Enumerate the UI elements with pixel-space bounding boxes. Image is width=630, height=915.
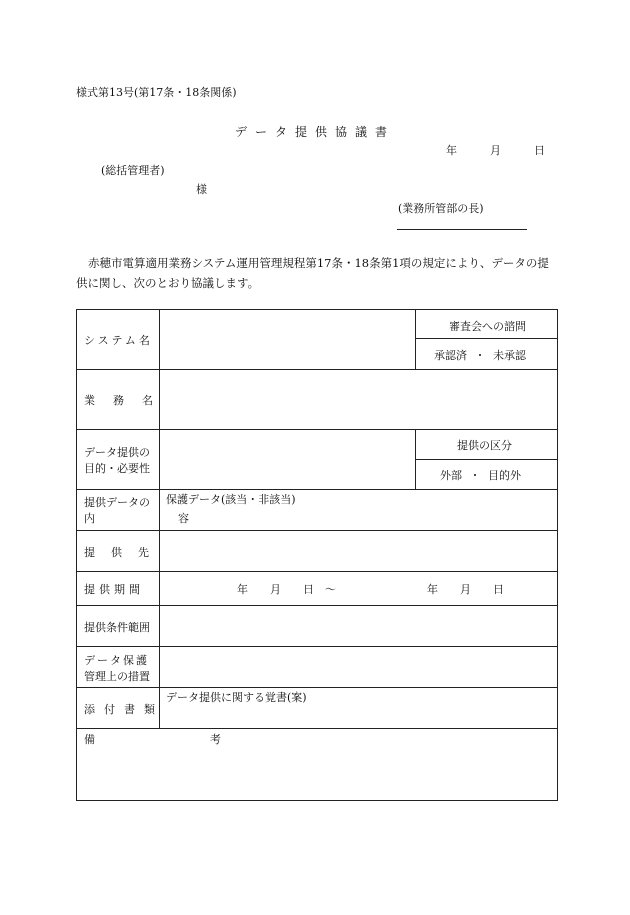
office-head-label: (業務所管部の長) (398, 202, 484, 215)
period-start[interactable]: 年 月 日 〜 (237, 583, 336, 596)
committee-label: 審査会への諮問 (449, 320, 526, 333)
agreement-table (76, 309, 558, 801)
remarks-field[interactable] (160, 729, 558, 801)
date-day-label: 日 (534, 144, 545, 157)
purpose-label-line2: 目的・必要性 (84, 462, 150, 475)
recipient-field[interactable] (160, 531, 558, 571)
purpose-field[interactable] (160, 430, 415, 489)
attachments-label: 添付書類 (84, 703, 164, 716)
manager-label: (総括管理者) (101, 164, 165, 177)
task-name-field[interactable] (160, 370, 558, 429)
form-number-label: 様式第13号(第17条・18条関係) (76, 86, 237, 99)
protection-label-line2: 管理上の措置 (84, 670, 150, 683)
date-year-label: 年 (446, 144, 457, 157)
period-label: 提供期間 (84, 583, 144, 596)
document-title: データ提供協議書 (234, 125, 395, 139)
signature-line (397, 229, 527, 230)
system-name-field[interactable] (160, 310, 415, 369)
provision-class-label: 提供の区分 (457, 439, 512, 452)
committee-options[interactable]: 承認済 ・ 未承認 (434, 349, 526, 362)
conditions-field[interactable] (160, 606, 558, 646)
purpose-label-line1: データ提供の (84, 446, 150, 459)
content-label-line1: 提供データの (84, 496, 150, 509)
recipient-label: 提供先 (84, 546, 165, 559)
protection-field[interactable] (160, 647, 558, 687)
task-name-label: 業務名 (84, 394, 171, 407)
protection-label-line1: データ保護 (84, 654, 149, 667)
content-label-line2: 内 容 (84, 512, 225, 525)
remarks-label: 備 考 (84, 733, 273, 746)
honorific-label: 様 (196, 183, 207, 196)
provision-class-options[interactable]: 外部 ・ 目的外 (440, 469, 521, 482)
date-month-label: 月 (490, 144, 501, 157)
conditions-label: 提供条件範囲 (84, 621, 150, 634)
date-line (446, 142, 545, 158)
attachments-value[interactable]: データ提供に関する覚書(案) (166, 691, 307, 704)
body-paragraph: 赤穂市電算適用業務システム運用管理規程第17条・18条第1項の規定により、データの提供に関し、次のとおり協議します。 (76, 256, 549, 290)
period-end[interactable]: 年 月 日 (427, 583, 504, 596)
system-name-label: システム名 (84, 334, 153, 347)
content-value[interactable]: 保護データ(該当・非該当) (166, 493, 296, 506)
